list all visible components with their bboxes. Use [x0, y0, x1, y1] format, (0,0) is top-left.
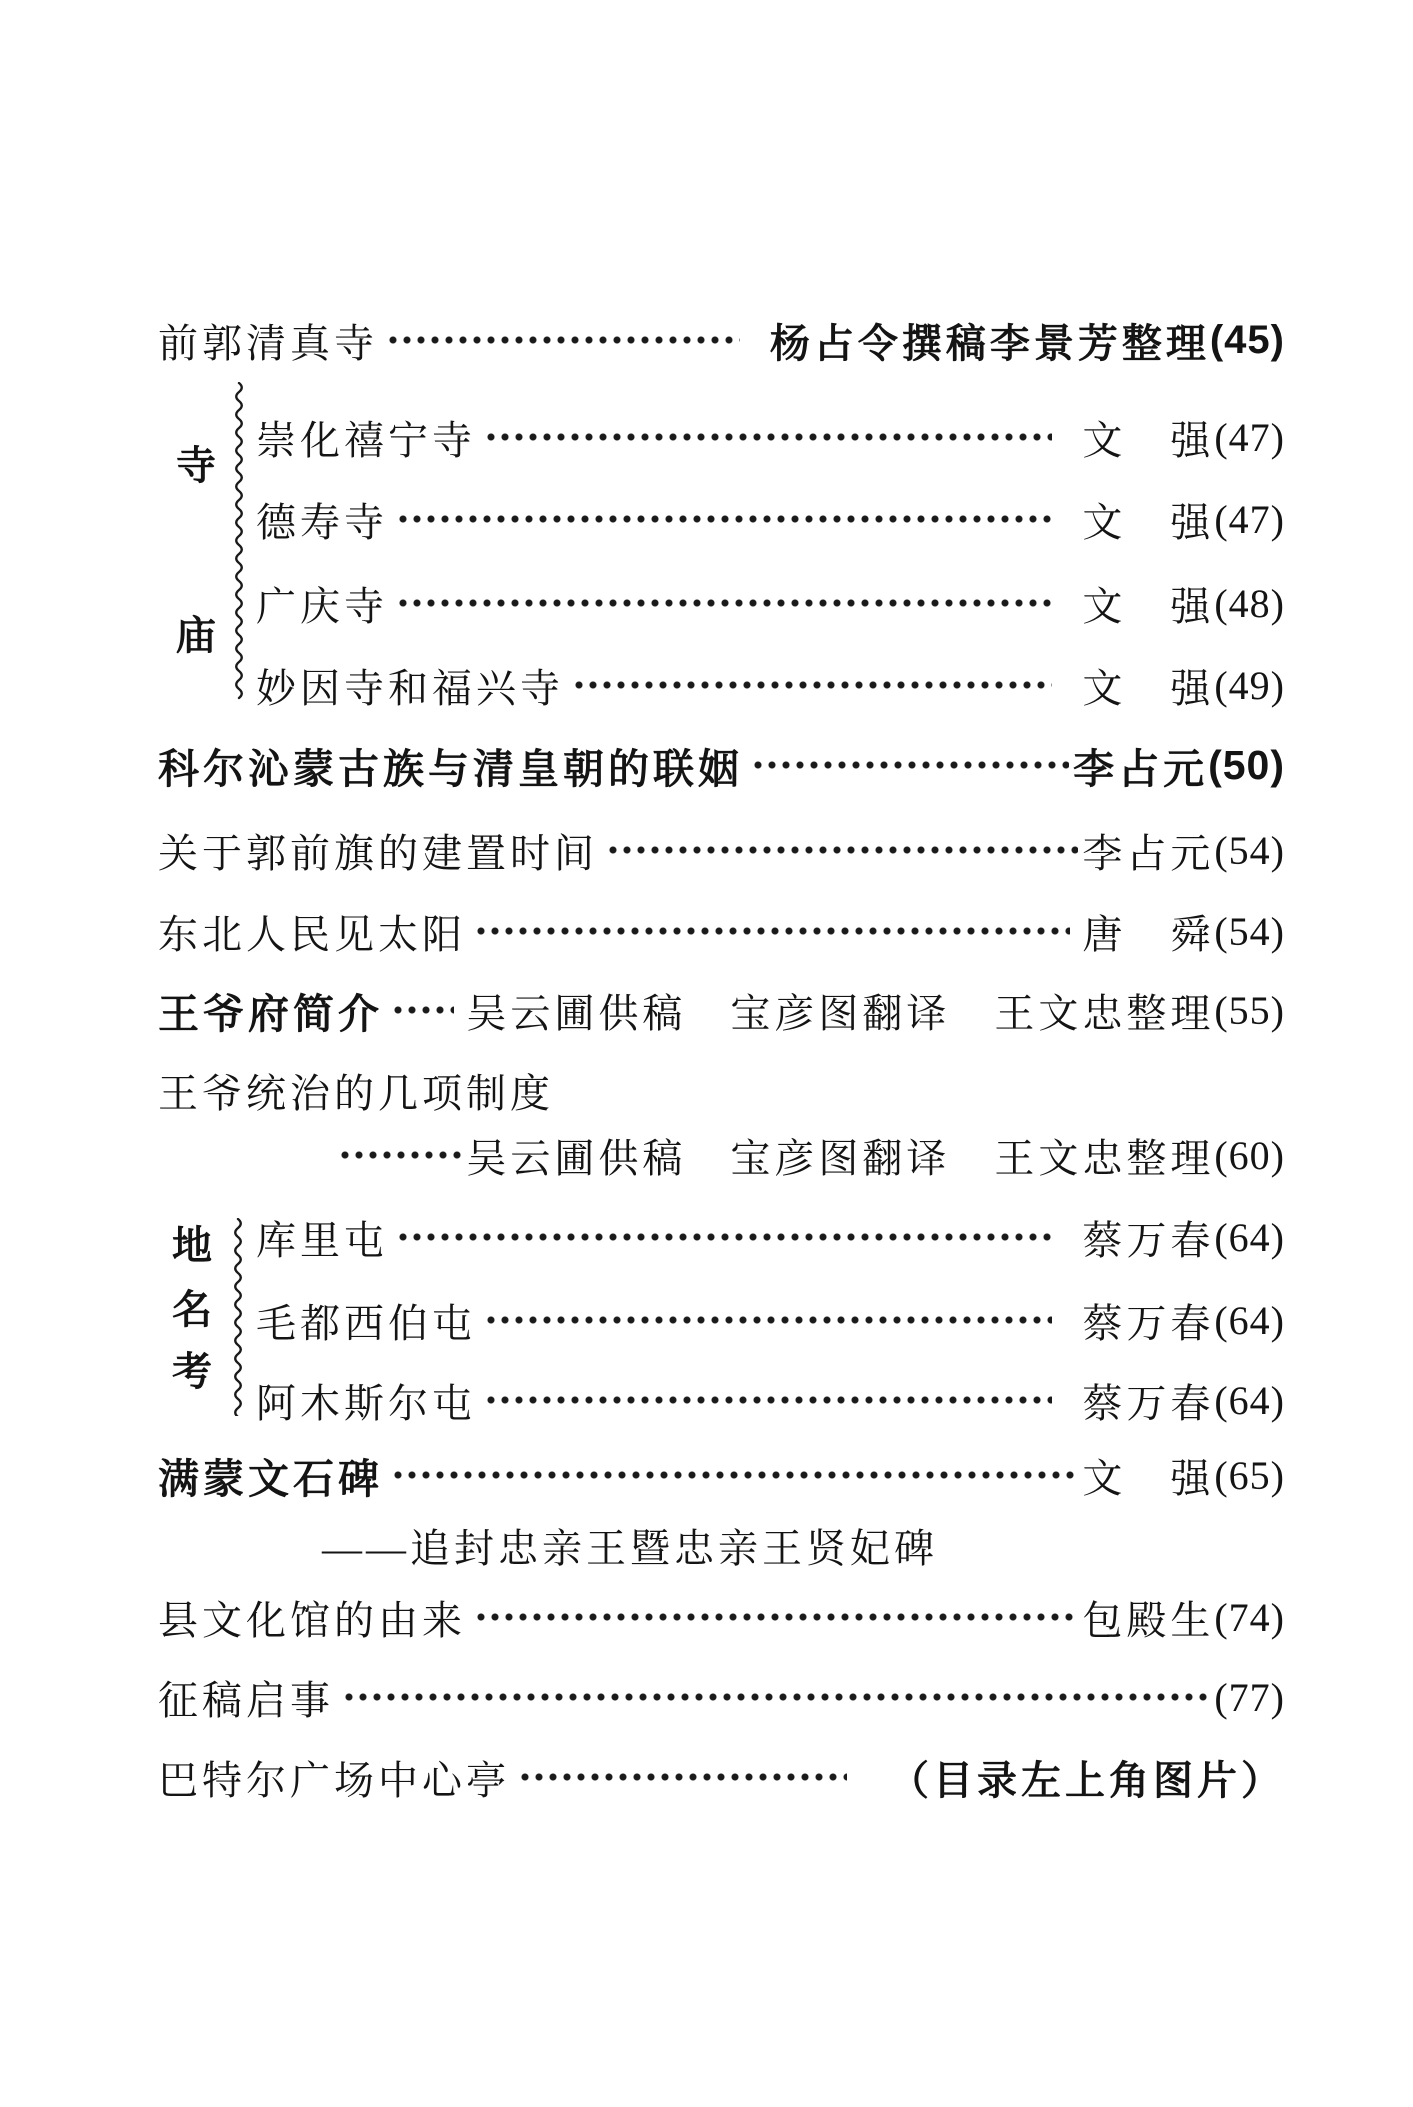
dot-leader	[394, 1217, 1052, 1257]
dot-leader	[604, 830, 1078, 870]
dot-leader	[384, 320, 740, 360]
entry-author: 蔡万春	[1082, 1300, 1215, 1346]
entry-page-number: (50)	[1208, 741, 1285, 788]
entry-author: 吴云圃供稿 宝彦图翻译 王文忠整理	[466, 1135, 1215, 1181]
entry-title: 库里屯	[256, 1217, 388, 1263]
entry-author: 蔡万春	[1082, 1217, 1215, 1263]
entry-page-number: (55)	[1214, 987, 1285, 1033]
entry-subtitle: ——追封忠亲王暨忠亲王贤妃碑	[322, 1526, 938, 1571]
placename-group-label-char: 地	[172, 1224, 212, 1268]
entry-title: 德寿寺	[256, 499, 388, 545]
toc-entry	[256, 1212, 1285, 1262]
toc-entry	[256, 1295, 1285, 1345]
dot-leader	[394, 499, 1052, 539]
toc-entry	[256, 494, 1285, 544]
placename-group-brace	[232, 1218, 244, 1421]
dot-leader	[394, 583, 1052, 623]
toc-entry	[256, 660, 1285, 710]
entry-author: 文 强	[1082, 665, 1215, 711]
entry-page-number: (77)	[1214, 1674, 1285, 1720]
entry-title: 王爷统治的几项制度	[158, 1070, 554, 1116]
entry-page-number: (49)	[1214, 662, 1285, 708]
toc-entry	[256, 412, 1285, 462]
entry-author: 李占元	[1082, 830, 1215, 876]
temple-group-label-char: 庙	[176, 614, 216, 658]
entry-title: 征稿启事	[158, 1677, 334, 1723]
entry-author: （目录左上角图片）	[889, 1758, 1285, 1803]
entry-page-number: (74)	[1214, 1594, 1285, 1640]
toc-entry-continuation	[330, 1130, 1285, 1180]
temple-group-label-char: 寺	[176, 444, 216, 488]
toc-entry	[256, 1375, 1285, 1425]
toc-entry	[158, 1752, 1285, 1802]
dot-leader	[340, 1677, 1210, 1717]
entry-page-number: (45)	[1209, 317, 1285, 362]
entry-author: 文 强	[1082, 417, 1215, 463]
dot-leader	[482, 1300, 1052, 1340]
dot-leader	[482, 1380, 1052, 1420]
entry-author: 文 强	[1082, 499, 1215, 545]
entry-title: 毛都西伯屯	[256, 1300, 476, 1346]
entry-page-number: (54)	[1214, 908, 1285, 954]
toc-entry	[158, 825, 1285, 875]
dot-leader	[472, 911, 1070, 951]
entry-page-number: (64)	[1214, 1377, 1285, 1423]
entry-title: 满蒙文石碑	[158, 1455, 383, 1502]
entry-author: 蔡万春	[1082, 1380, 1215, 1426]
temple-group-brace	[233, 382, 245, 709]
dot-leader	[336, 1135, 466, 1175]
entry-author: 唐 舜	[1082, 911, 1215, 957]
entry-title: 崇化禧宁寺	[256, 417, 476, 463]
entry-author: 杨占令撰稿李景芳整理	[769, 321, 1210, 366]
placename-group-label-char: 名	[172, 1288, 212, 1332]
toc-entry	[158, 1450, 1285, 1500]
entry-title: 巴特尔广场中心亭	[158, 1757, 510, 1803]
entry-title: 阿木斯尔屯	[256, 1380, 476, 1426]
dot-leader	[389, 990, 454, 1030]
entry-title: 关于郭前旗的建置时间	[158, 830, 598, 876]
entry-author: 吴云圃供稿 宝彦图翻译 王文忠整理	[466, 990, 1215, 1036]
entry-author: 包殿生	[1082, 1597, 1215, 1643]
dot-leader	[570, 665, 1052, 705]
toc-entry	[158, 985, 1285, 1035]
toc-entry	[158, 906, 1285, 956]
entry-title: 妙因寺和福兴寺	[256, 665, 564, 711]
dot-leader	[516, 1757, 847, 1797]
entry-page-number: (65)	[1214, 1452, 1285, 1498]
dot-leader	[749, 745, 1069, 785]
toc-entry	[158, 740, 1285, 790]
entry-title: 县文化馆的由来	[158, 1597, 466, 1643]
dot-leader	[482, 417, 1052, 457]
entry-title: 科尔沁蒙古族与清皇朝的联姻	[158, 745, 743, 792]
entry-page-number: (64)	[1214, 1297, 1285, 1343]
entry-page-number: (64)	[1214, 1214, 1285, 1260]
entry-author: 文 强	[1082, 1455, 1215, 1501]
dot-leader	[389, 1455, 1078, 1495]
placename-group-label-char: 考	[172, 1350, 212, 1394]
entry-author: 文 强	[1082, 583, 1215, 629]
entry-page-number: (47)	[1214, 414, 1285, 460]
entry-title: 广庆寺	[256, 583, 388, 629]
entry-author: 李占元	[1073, 745, 1209, 792]
entry-page-number: (48)	[1214, 580, 1285, 626]
entry-title: 东北人民见太阳	[158, 911, 466, 957]
entry-page-number: (54)	[1214, 827, 1285, 873]
toc-entry	[158, 1672, 1285, 1722]
toc-entry	[158, 315, 1285, 365]
dot-leader	[472, 1597, 1078, 1637]
toc-entry	[158, 1065, 1285, 1115]
toc-entry	[256, 578, 1285, 628]
entry-title: 前郭清真寺	[158, 320, 378, 366]
entry-title: 王爷府简介	[158, 990, 383, 1037]
entry-page-number: (47)	[1214, 496, 1285, 542]
toc-entry	[158, 1592, 1285, 1642]
entry-page-number: (60)	[1214, 1132, 1285, 1178]
